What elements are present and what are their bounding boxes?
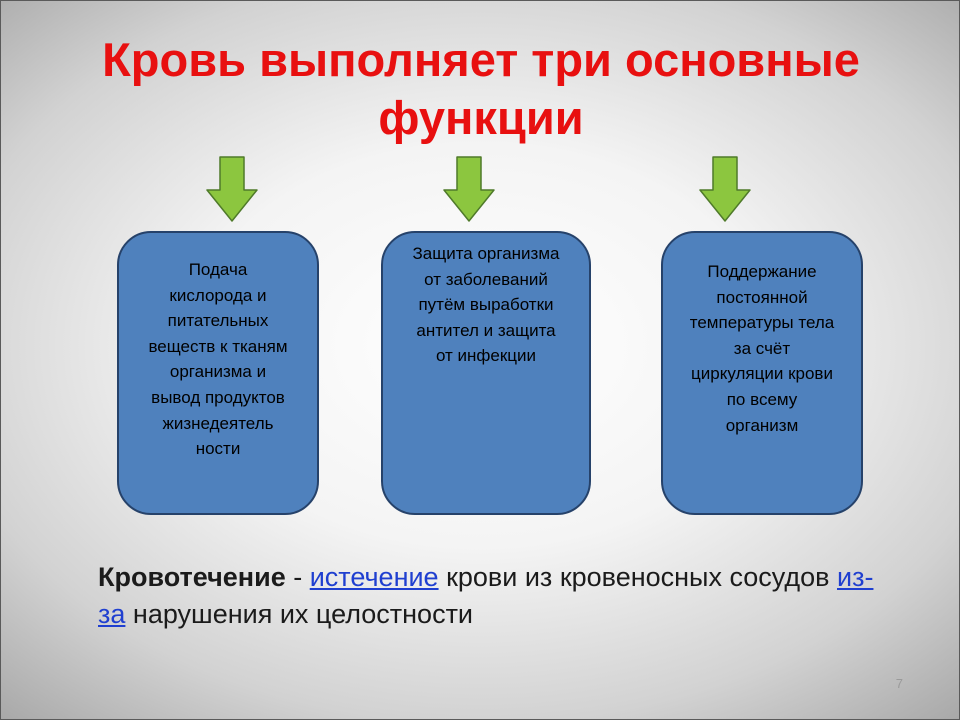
arrow-down-icon (699, 156, 751, 222)
arrow-down-icon (443, 156, 495, 222)
definition-dash: - (285, 562, 310, 592)
function-box-protection (381, 231, 591, 515)
function-box-oxygen (117, 231, 319, 515)
link-outflow[interactable]: истечение (309, 562, 439, 592)
page-number: 7 (895, 676, 903, 691)
arrow-down-icon (206, 156, 258, 222)
slide-title: Кровь выполняет три основные функции (102, 33, 860, 144)
definition-text-end: нарушения их целостности (125, 599, 474, 629)
link-due-to[interactable]: из-за (98, 562, 874, 629)
definition-term: Кровотечение (98, 562, 286, 592)
function-text: Подача кислорода и питательных веществ к тканям организма и вывод продуктов жизнедеятель ности (148, 260, 288, 459)
function-text: Защита организма от заболеваний путём выработки антител и защита от инфекции (412, 244, 560, 366)
function-text: Поддержание постоянной температуры тела за счёт циркуляции крови по всему организм (689, 262, 835, 435)
definition-text: крови из кровеносных сосудов (438, 562, 837, 592)
bleeding-definition (98, 559, 878, 633)
function-box-temperature (661, 231, 863, 515)
